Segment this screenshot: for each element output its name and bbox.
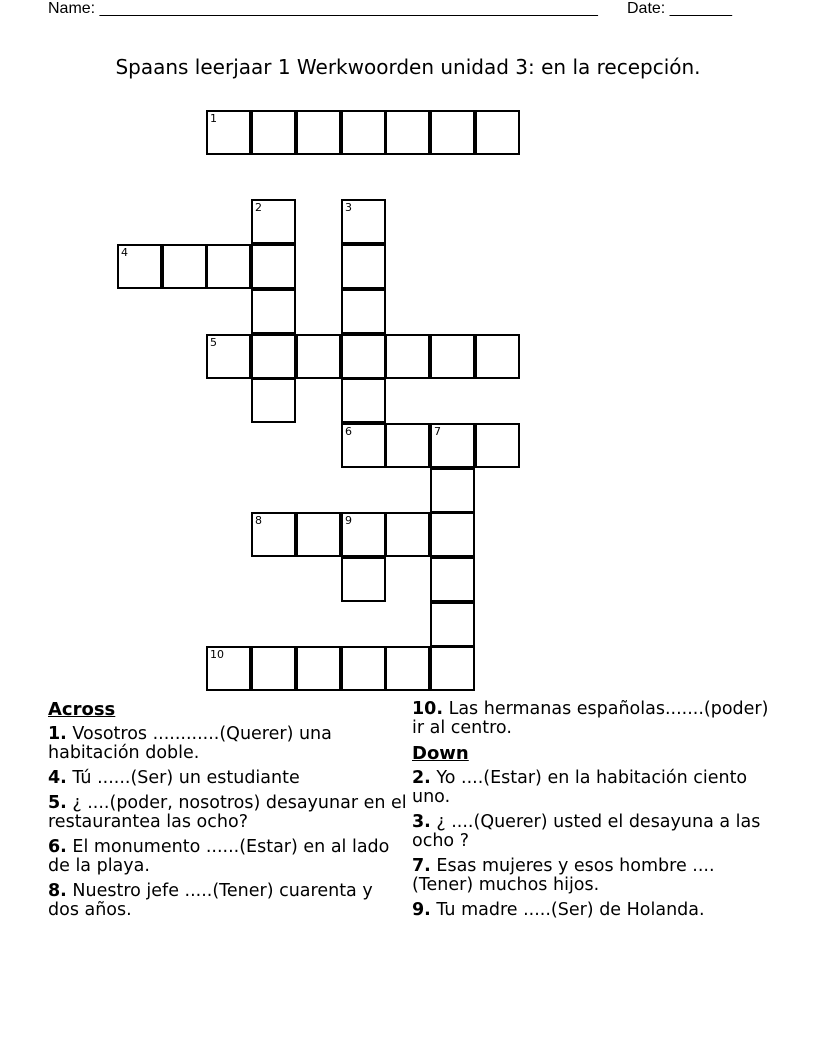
grid-cell[interactable] xyxy=(430,468,475,513)
grid-cell[interactable] xyxy=(206,110,251,155)
grid-cell[interactable] xyxy=(251,289,296,334)
across-clues xyxy=(48,700,408,926)
clue-number: 7 xyxy=(434,425,441,438)
down-clue-7: 7. Esas mujeres y esos hombre ....(Tener) muchos hijos. xyxy=(412,856,715,895)
grid-cell[interactable] xyxy=(296,110,341,155)
grid-cell[interactable] xyxy=(430,423,475,468)
clue-number: 1 xyxy=(210,112,217,125)
grid-cell[interactable] xyxy=(385,334,430,379)
grid-cell[interactable] xyxy=(385,512,430,557)
name-field: Name: ________________________________________________________ xyxy=(48,0,598,17)
grid-cell[interactable] xyxy=(341,334,386,379)
clue-number: 4 xyxy=(121,246,128,259)
grid-cell[interactable] xyxy=(251,646,296,691)
across-clue-6: 6. El monumento ......(Estar) en al lado de la playa. xyxy=(48,837,390,876)
grid-cell[interactable] xyxy=(341,557,386,602)
grid-cell[interactable] xyxy=(251,378,296,423)
date-field: Date: _______ xyxy=(627,0,732,17)
grid-cell[interactable] xyxy=(385,110,430,155)
down-clue-3: 3. ¿ ....(Querer) usted el desayuna a las ocho ? xyxy=(412,812,761,851)
grid-cell[interactable] xyxy=(430,110,475,155)
grid-cell[interactable] xyxy=(341,378,386,423)
across-heading: Across xyxy=(48,699,116,720)
grid-cell[interactable] xyxy=(385,646,430,691)
grid-cell[interactable] xyxy=(341,110,386,155)
grid-cell[interactable] xyxy=(206,334,251,379)
grid-cell[interactable] xyxy=(341,512,386,557)
clue-number: 5 xyxy=(210,336,217,349)
grid-cell[interactable] xyxy=(206,646,251,691)
grid-cell[interactable] xyxy=(117,244,162,289)
grid-cell[interactable] xyxy=(341,199,386,244)
across-clue-4: 4. Tú ......(Ser) un estudiante xyxy=(48,768,300,788)
grid-cell[interactable] xyxy=(296,646,341,691)
grid-cell[interactable] xyxy=(251,199,296,244)
down-clue-2: 2. Yo ....(Estar) en la habitación ciento uno. xyxy=(412,768,748,807)
clue-number: 2 xyxy=(255,201,262,214)
grid-cell[interactable] xyxy=(162,244,207,289)
page-title: Spaans leerjaar 1 Werkwoorden unidad 3: en la recepción. xyxy=(115,55,701,79)
across-clue-1: 1. Vosotros ............(Querer) una habitación doble. xyxy=(48,724,332,763)
grid-cell[interactable] xyxy=(251,512,296,557)
grid-cell[interactable] xyxy=(206,244,251,289)
grid-cell[interactable] xyxy=(296,512,341,557)
down-clue-9: 9. Tu madre .....(Ser) de Holanda. xyxy=(412,900,705,920)
across-clue-10: 10. Las hermanas españolas.......(poder) ir al centro. xyxy=(412,699,769,738)
grid-cell[interactable] xyxy=(430,334,475,379)
clue-number: 9 xyxy=(345,514,352,527)
grid-cell[interactable] xyxy=(341,646,386,691)
clue-number: 3 xyxy=(345,201,352,214)
clue-number: 6 xyxy=(345,425,352,438)
grid-cell[interactable] xyxy=(385,423,430,468)
across-clue-5: 5. ¿ ....(poder, nosotros) desayunar en el restaurantea las ocho? xyxy=(48,793,407,832)
grid-cell[interactable] xyxy=(430,512,475,557)
grid-cell[interactable] xyxy=(430,557,475,602)
grid-cell[interactable] xyxy=(341,423,386,468)
grid-cell[interactable] xyxy=(475,334,520,379)
right-column-clues xyxy=(412,700,772,926)
clue-number: 10 xyxy=(210,648,224,661)
grid-cell[interactable] xyxy=(251,334,296,379)
across-clue-8: 8. Nuestro jefe .....(Tener) cuarenta y dos años. xyxy=(48,881,373,920)
grid-cell[interactable] xyxy=(341,289,386,334)
grid-cell[interactable] xyxy=(251,244,296,289)
clue-number: 8 xyxy=(255,514,262,527)
grid-cell[interactable] xyxy=(296,334,341,379)
grid-cell[interactable] xyxy=(475,423,520,468)
grid-cell[interactable] xyxy=(341,244,386,289)
grid-cell[interactable] xyxy=(430,646,475,691)
grid-cell[interactable] xyxy=(475,110,520,155)
grid-cell[interactable] xyxy=(251,110,296,155)
down-heading: Down xyxy=(412,743,469,764)
grid-cell[interactable] xyxy=(430,602,475,647)
